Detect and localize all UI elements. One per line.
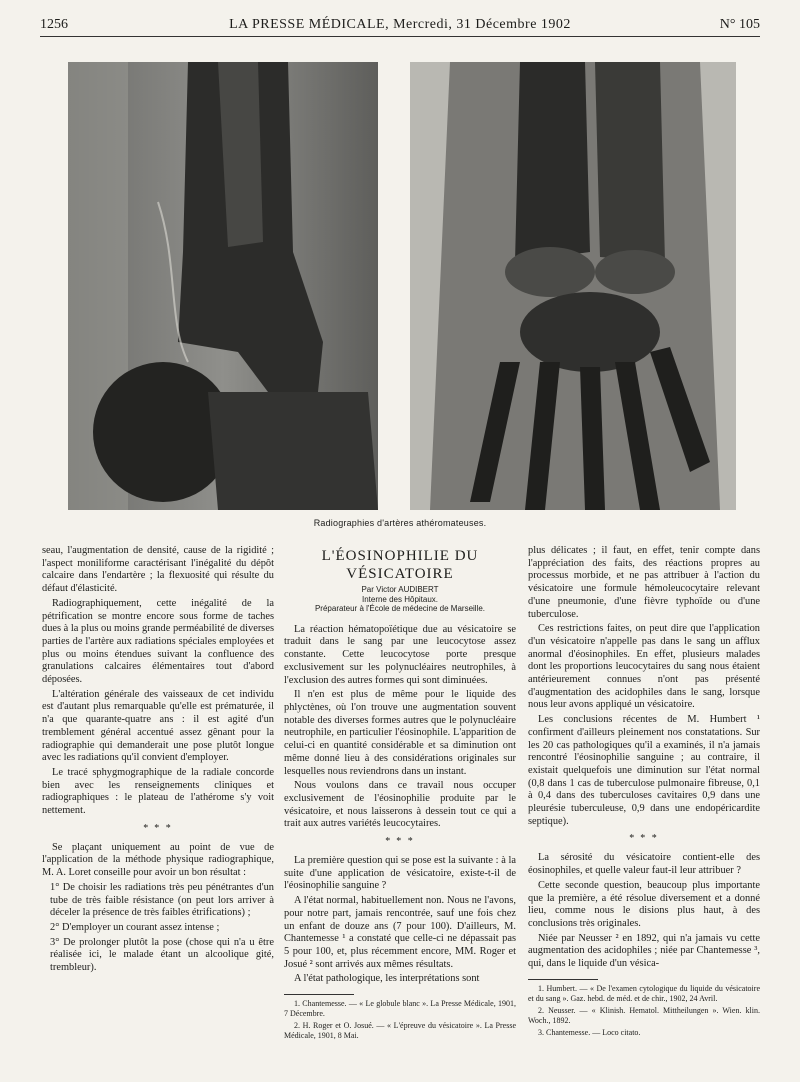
- paragraph: La première question qui se pose est la suivante : à la suite d'une application de vésicatoire, existe-t-il de l'éosinophilie sanguine ?: [284, 855, 516, 892]
- section-separator: * * *: [143, 822, 173, 834]
- paragraph: La réaction hématopoïétique due au vésicatoire se traduit dans le sang par une leucocytose assez constante. Cette leucocytose porte presque exclusivement sur les polynucléaires neutrophiles, à l'exclusion des autres formes qui sont diminuées.: [284, 623, 516, 686]
- paragraph: Le tracé sphygmographique de la radiale concorde bien avec les renseignements cliniques et radiographiques : le plateau de l'athérome s'y voit nettement.: [42, 766, 274, 817]
- paragraph: Radiographiquement, cette inégalité de la pétrification se montre encore sous forme de taches dues à la plus ou moins grande perméabilité de diverses parties de l'artère aux radiations spéciales employées et plus ou moins étendues suivant la confluence des granulations calcaires élémentaires tout d'abord déposées.: [42, 597, 274, 686]
- column-middle: [284, 545, 516, 1068]
- list-item: 2° D'employer un courant assez intense ;: [50, 921, 220, 933]
- page-number: 1256: [40, 17, 68, 32]
- column-left: [42, 545, 274, 1068]
- footnote: 2. H. Roger et O. Josué. — « L'épreuve du vésicatoire ». La Presse Médicale, 1901, 8 Mai.: [284, 1021, 516, 1041]
- issue-number: N° 105: [719, 17, 760, 32]
- footnote: 3. Chantemesse. — Loco citato.: [538, 1027, 641, 1037]
- column-right: [528, 545, 760, 1068]
- running-header: [40, 14, 760, 37]
- list-item: 1° De choisir les radiations très peu pénétrantes d'un tube de très faible résistance (on peut lors arriver à déceler la présence de très faibles étrifications) ;: [50, 881, 274, 919]
- footnote: 1. Humbert. — « De l'examen cytologique du liquide du vésicatoire et du sang ». Gaz. hebd. de méd. et de chir., 1902, 24 Avril.: [528, 983, 760, 1003]
- paragraph: Les conclusions récentes de M. Humbert ¹ confirment d'ailleurs pleinement nos constatations. Sur les 20 cas pathologiques qu'il a examinés, il n'a jamais rencontré l'éosinophilie sanguine ; au contraire, il existait quelquefois une diminution sur l'état normal (0,8 dans 1 cas de tuberculose pulmonaire fibreuse, 0,1 à 0,4 dans des tuberculoses cavitaires 0,9 dans une pleurésie tuberculeuse, 0,9 dans une endopéricardite septique).: [528, 714, 760, 827]
- author-affiliation: Interne des Hôpitaux.: [361, 594, 439, 604]
- radiograph-hand-image: [410, 62, 736, 510]
- paragraph: A l'état normal, habituellement non. Nous ne l'avons, pour notre part, jamais rencontrée, sauf une fois chez un enfant de douze ans (7 pour 100). D'ailleurs, M. Chantemesse ¹ a constaté que celle-ci ne dépassait pas 5 pour 100, et, plus récemment encore, MM. Roger et Josué ² sont arrivés aux mêmes résultats.: [284, 895, 516, 970]
- paragraph: Se plaçant uniquement au point de vue de l'application de la méthode physique radiographique, M. A. Loret conseille pour avoir un bon résultat :: [42, 841, 274, 879]
- paragraph: Ces restrictions faites, on peut dire que l'application d'un vésicatoire n'appelle pas dans le sang un afflux anormal d'éosinophiles. En effet, plusieurs malades dont les proportions leucocytaires du sang nous étaient antérieurement connues n'ont pas présenté d'augmentation des acidophiles dans le sang, lorsque nous leur avons appliqué un vésicatoire.: [528, 623, 760, 711]
- paragraph: Nous voulons dans ce travail nous occuper exclusivement de l'éosinophilie produite par le vésicatoire, et nous laisserons à dessein tout ce qui a trait aux autres variétés leucocytaires.: [284, 780, 516, 830]
- paragraph: A l'état pathologique, les interprétations sont: [294, 973, 480, 985]
- article-author: Par Victor AUDIBERT: [361, 585, 439, 594]
- footnote: 2. Neusser. — « Klinish. Hematol. Mittheilungen ». Wien. klin. Woch., 1892.: [528, 1005, 760, 1025]
- figure-caption: Radiographies d'artères athéromateuses.: [313, 518, 487, 528]
- footnote-rule: [284, 994, 354, 995]
- author-affiliation: Préparateur à l'École de médecine de Marseille.: [314, 604, 486, 614]
- paragraph: Il n'en est plus de même pour le liquide des phlyctènes, où l'on trouve une augmentation souvent notable des diverses formes autres que le polynucléaire neutrophile, en particulier l'éosinophile. L'apparition de celui-ci en quantité considérable et sa diminution ont même donné lieu à des considérations originales sur lesquelles nous reviendrons dans un instant.: [284, 689, 516, 777]
- list-item: 3° De prolonger plutôt la pose (chose qui n'a u être réalisée ici, le malade étant un alcoolique gité, trembleur).: [50, 936, 274, 974]
- paragraph: seau, l'augmentation de densité, cause de la rigidité ; l'aspect moniliforme caractérisant l'inégalité du dépôt calcaire dans l'endartère ; la flexuosité qui résulte du défaut d'élasticité.: [42, 545, 274, 595]
- paragraph: plus délicates ; il faut, en effet, tenir compte dans l'appréciation des faits, des réactions propres au processus morbide, et ne pas attribuer à l'action du vésicatoire une formule hémoleucocytaire relevant d'une pneumonie, d'une fièvre typhoïde ou d'une tuberculose.: [528, 545, 760, 620]
- journal-title: LA PRESSE MÉDICALE, Mercredi, 31 Décembre 1902: [229, 17, 571, 32]
- article-title: L'ÉOSINOPHILIE DU VÉSICATOIRE: [321, 548, 479, 582]
- paragraph: L'altération générale des vaisseaux de cet individu est d'autant plus remarquable qu'elle est prématurée, il n'a que quarante-quatre ans : il est agité d'un tremblement général accentué assez gênant pour la radiographie qui demanderait une pose plutôt longue avec les radiations qu'il convient d'employer.: [42, 688, 274, 764]
- radiograph-ankle-image: [68, 62, 378, 510]
- section-separator: * * *: [629, 833, 659, 845]
- paragraph: Niée par Neusser ² en 1892, qui n'a jamais vu cette augmentation des acidophiles ; niée par Chantemesse ³, qui, dans le liquide d'un vésica-: [528, 932, 760, 970]
- paragraph: Cette seconde question, beaucoup plus importante que la première, a été résolue diversement et a donné lieu, comme nous le disions plus haut, à des conclusions très originales.: [528, 879, 760, 929]
- paragraph: La sérosité du vésicatoire contient-elle des éosinophiles, et quelle valeur faut-il leur attribuer ?: [528, 852, 760, 877]
- footnotes: [528, 984, 760, 1038]
- footnotes: [284, 999, 516, 1041]
- footnote-rule: [528, 979, 598, 980]
- footnote: 1. Chantemesse. — « Le globule blanc ». La Presse Médicale, 1901, 7 Décembre.: [284, 999, 516, 1019]
- section-separator: * * *: [385, 836, 415, 848]
